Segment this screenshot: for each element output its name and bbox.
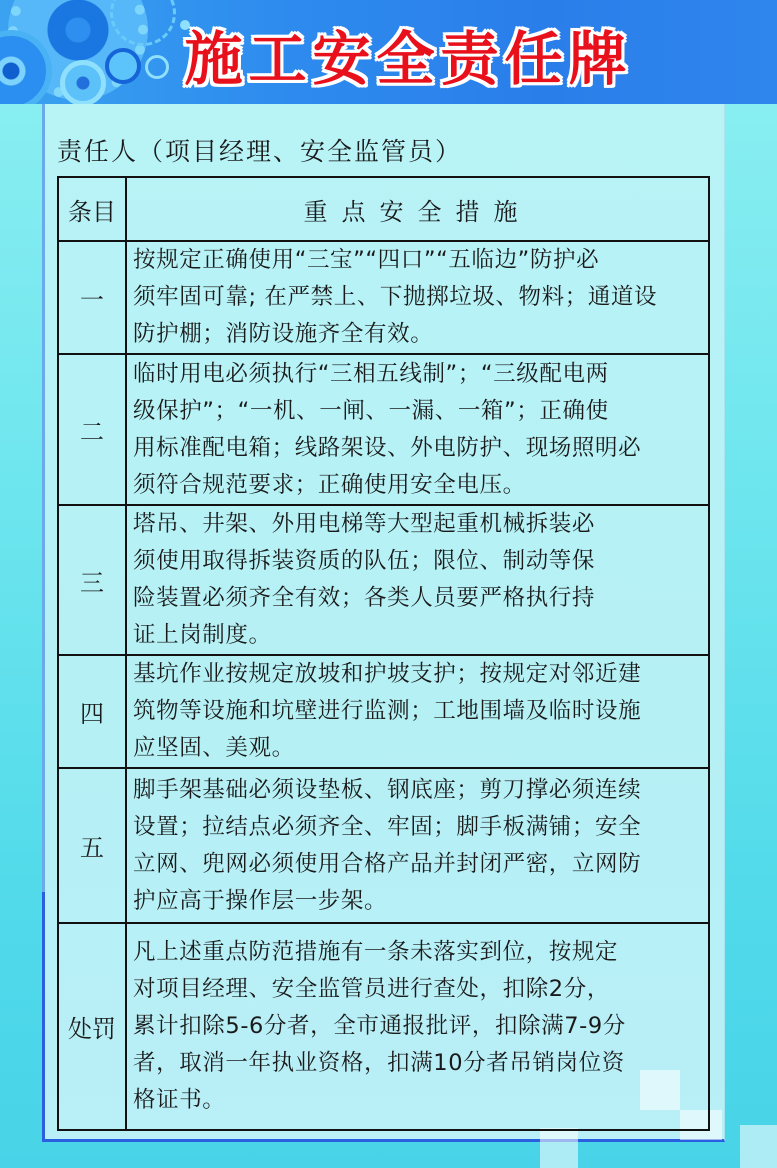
safety-measures-table — [57, 176, 710, 1131]
table-row-penalty — [58, 923, 709, 1130]
text-line: 险装置必须齐全有效；各类人员要严格执行持 — [133, 585, 596, 611]
responsible-person-label: 责任人（项目经理、安全监管员） — [57, 137, 463, 166]
text-line: 基坑作业按规定放坡和护坡支护；按规定对邻近建 — [133, 661, 642, 687]
text-line: 应坚固、美观。 — [133, 735, 295, 761]
text-line: 累计扣除5-6分者，全市通报批评，扣除满7-9分 — [133, 1013, 626, 1039]
text-line: 证上岗制度。 — [133, 622, 272, 648]
row-text — [126, 768, 709, 923]
decorative-square — [740, 1125, 777, 1168]
header-measures: 重点安全措施 — [126, 177, 709, 241]
header-banner — [0, 0, 777, 104]
row-item: 二 — [58, 354, 126, 505]
text-line: 按规定正确使用“三宝”“四口”“五临边”防护必 — [133, 247, 600, 273]
table-row — [58, 241, 709, 354]
text-line: 须牢固可靠; 在严禁上、下抛掷垃圾、物料；通道设 — [133, 284, 658, 310]
text-line: 护应高于操作层一步架。 — [133, 887, 388, 914]
text-line: 须符合规范要求；正确使用安全电压。 — [133, 471, 526, 498]
table-row — [58, 354, 709, 505]
text-line: 筑物等设施和坑壁进行监测；工地围墙及临时设施 — [133, 698, 642, 724]
text-line: 临时用电必须执行“三相五线制”；“三级配电两 — [133, 360, 609, 387]
text-line: 级保护”；“一机、一闸、一漏、一箱”；正确使 — [133, 397, 609, 424]
text-line: 立网、兜网必须使用合格产品并封闭严密，立网防 — [133, 850, 642, 877]
row-item: 一 — [58, 241, 126, 354]
text-line: 凡上述重点防范措施有一条未落实到位，按规定 — [133, 939, 619, 965]
row-item: 四 — [58, 655, 126, 768]
row-text — [126, 241, 709, 354]
row-text — [126, 354, 709, 505]
text-line: 脚手架基础必须设垫板、钢底座；剪刀撑必须连续 — [133, 776, 642, 803]
text-line: 者，取消一年执业资格，扣满10分者吊销岗位资 — [133, 1050, 625, 1076]
table-row — [58, 768, 709, 923]
row-text — [126, 505, 709, 655]
text-line: 用标准配电箱；线路架设、外电防护、现场照明必 — [133, 434, 642, 461]
text-line: 须使用取得拆装资质的队伍；限位、制动等保 — [133, 548, 596, 574]
row-item: 三 — [58, 505, 126, 655]
text-line: 防护棚；消防设施齐全有效。 — [133, 321, 434, 347]
text-line: 格证书。 — [133, 1087, 226, 1113]
row-item: 五 — [58, 768, 126, 923]
row-text — [126, 655, 709, 768]
row-item: 处罚 — [58, 923, 126, 1130]
table-row — [58, 655, 709, 768]
text-line: 塔吊、井架、外用电梯等大型起重机械拆装必 — [133, 511, 596, 537]
text-line: 对项目经理、安全监管员进行查处，扣除2分， — [133, 976, 610, 1002]
page-title: 施工安全责任牌 — [184, 25, 633, 93]
row-text — [126, 923, 709, 1130]
header-item: 条目 — [58, 177, 126, 241]
text-line: 设置；拉结点必须齐全、牢固；脚手板满铺；安全 — [133, 813, 642, 840]
table-header-row — [58, 177, 709, 241]
decorative-square — [540, 1128, 578, 1168]
table-row — [58, 505, 709, 655]
